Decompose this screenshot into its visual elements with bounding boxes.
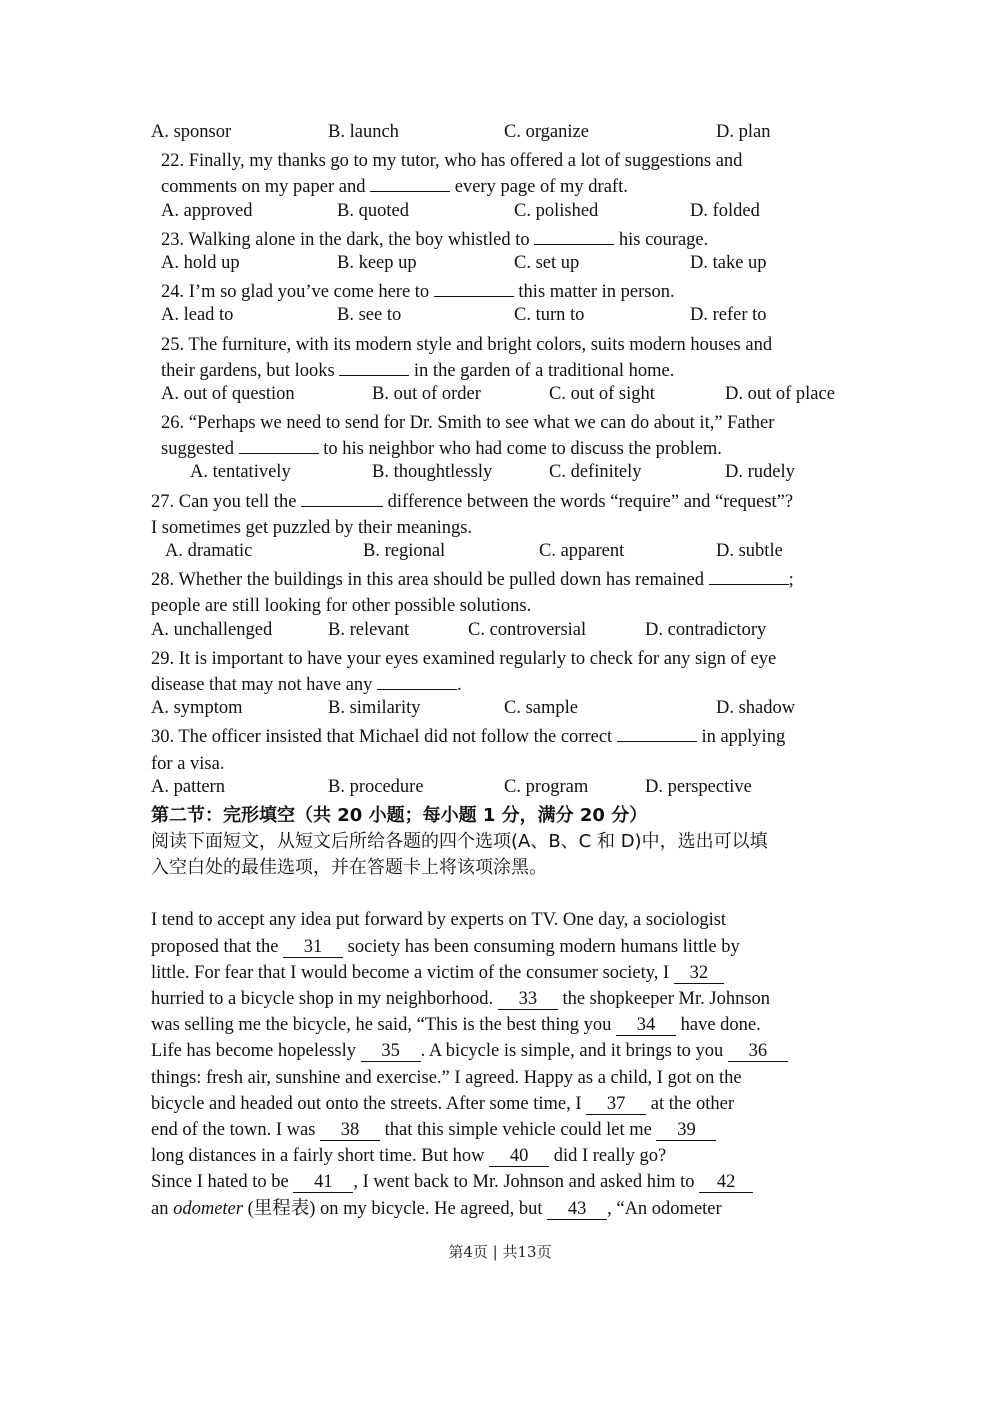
- section-instructions-line1: 阅读下面短文，从短文后所给各题的四个选项(A、B、C 和 D)中，选出可以填: [151, 831, 768, 853]
- q27-line1: 27. Can you tell the difference between the words “require” and “request”?: [151, 491, 794, 512]
- q26-option-b: B. thoughtlessly: [372, 462, 493, 483]
- q28-option-a: A. unchallenged: [151, 619, 273, 640]
- q23-option-b: B. keep up: [337, 252, 417, 273]
- q25-option-b: B. out of order: [372, 383, 481, 404]
- q30-option-b: B. procedure: [328, 776, 424, 797]
- q23-blank: [534, 244, 614, 245]
- q25-line1: 25. The furniture, with its modern style and bright colors, suits modern houses and: [161, 334, 773, 355]
- q24-blank: [434, 296, 514, 297]
- q25-option-d: D. out of place: [725, 383, 835, 404]
- blank-33: 33: [498, 989, 558, 1010]
- section-title: 第二节：完形填空（共 20 小题；每小题 1 分，满分 20 分）: [151, 804, 648, 826]
- q27-option-b: B. regional: [363, 541, 446, 561]
- q28-option-d: D. contradictory: [645, 619, 767, 640]
- passage-line-10: long distances in a fairly short time. But how 40 did I really go?: [151, 1146, 667, 1167]
- q22-option-b: B. quoted: [337, 200, 409, 221]
- q23-line: 23. Walking alone in the dark, the boy whistled to his courage.: [161, 229, 709, 250]
- q29-option-b: B. similarity: [328, 698, 421, 719]
- q25-option-a: A. out of question: [161, 383, 295, 404]
- blank-39: 39: [656, 1120, 716, 1141]
- q28-line2: people are still looking for other possible solutions.: [151, 596, 532, 617]
- q22-option-c: C. polished: [514, 200, 599, 221]
- q21-option-d: D. plan: [716, 122, 771, 142]
- q25-line2: their gardens, but looks in the garden of a traditional home.: [161, 360, 675, 381]
- passage-line-4: hurried to a bicycle shop in my neighborhood. 33 the shopkeeper Mr. Johnson: [151, 989, 771, 1009]
- passage-line-11: Since I hated to be 41 , I went back to Mr. Johnson and asked him to 42: [151, 1169, 851, 1195]
- q30-option-d: D. perspective: [645, 776, 752, 797]
- blank-36: 36: [728, 1041, 788, 1062]
- q23-option-d: D. take up: [690, 252, 767, 273]
- q29-blank: [377, 689, 457, 690]
- q30-blank: [617, 741, 697, 742]
- q21-option-b: B. launch: [328, 122, 399, 142]
- q26-line1: 26. “Perhaps we need to send for Dr. Smith to see what we can do about it,” Father: [161, 413, 775, 434]
- q24-option-d: D. refer to: [690, 305, 767, 326]
- content: [151, 122, 851, 1222]
- q23-option-a: A. hold up: [161, 252, 240, 273]
- q27-options: [151, 541, 851, 567]
- passage-line-1: I tend to accept any idea put forward by experts on TV. One day, a sociologist: [151, 910, 727, 931]
- blank-37: 37: [586, 1094, 646, 1115]
- q26-options: [151, 462, 851, 488]
- q26-line2: suggested to his neighbor who had come to discuss the problem.: [161, 439, 722, 460]
- passage-line-6: Life has become hopelessly 35 . A bicycle is simple, and it brings to you 36: [151, 1038, 851, 1064]
- q30-option-c: C. program: [504, 776, 589, 797]
- q22-line1: 22. Finally, my thanks go to my tutor, who has offered a lot of suggestions and: [161, 151, 743, 172]
- q24-option-b: B. see to: [337, 305, 402, 326]
- q27-option-c: C. apparent: [539, 541, 625, 561]
- blank-43: 43: [547, 1199, 607, 1220]
- q28-option-c: C. controversial: [468, 619, 587, 640]
- q26-option-a: A. tentatively: [190, 462, 291, 483]
- passage-line-5: was selling me the bicycle, he said, “This is the best thing you 34 have done.: [151, 1015, 761, 1036]
- blank-41: 41: [293, 1172, 353, 1193]
- q27-blank: [301, 506, 383, 507]
- passage-line-7: things: fresh air, sunshine and exercise.” I agreed. Happy as a child, I got on the: [151, 1067, 742, 1088]
- passage-line-9: end of the town. I was 38 that this simple vehicle could let me 39: [151, 1117, 851, 1143]
- q29-option-d: D. shadow: [716, 698, 796, 719]
- q25-option-c: C. out of sight: [549, 383, 655, 404]
- passage-line-2: proposed that the 31 society has been consuming modern humans little by: [151, 936, 740, 957]
- q30-line2: for a visa.: [151, 753, 225, 774]
- passage-line-12: an odometer (里程表) on my bicycle. He agreed, but 43 , “An odometer: [151, 1198, 722, 1219]
- q28-option-b: B. relevant: [328, 619, 410, 640]
- blank-31: 31: [283, 937, 343, 958]
- q26-option-d: D. rudely: [725, 462, 795, 483]
- q22-option-d: D. folded: [690, 200, 760, 221]
- passage-line-8: bicycle and headed out onto the streets. After some time, I 37 at the other: [151, 1093, 734, 1114]
- q29-option-a: A. symptom: [151, 698, 243, 719]
- q30-line1: 30. The officer insisted that Michael did not follow the correct in applying: [151, 727, 786, 748]
- q24-option-a: A. lead to: [161, 305, 234, 326]
- q22-blank: [370, 191, 450, 192]
- q30-options: [151, 777, 851, 803]
- q28-blank: [709, 584, 789, 585]
- q22-options: [161, 201, 851, 227]
- q28-line1: 28. Whether the buildings in this area should be pulled down has remained ;: [151, 570, 794, 591]
- q29-option-c: C. sample: [504, 698, 578, 719]
- q29-line2: disease that may not have any .: [151, 674, 462, 695]
- q21-option-c: C. organize: [504, 122, 589, 142]
- q23-options: [161, 253, 851, 279]
- q28-options: [151, 620, 851, 646]
- q27-option-a: A. dramatic: [165, 541, 253, 561]
- odometer-term: odometer: [173, 1198, 243, 1219]
- q21-option-a: A. sponsor: [151, 122, 232, 142]
- passage-line-3: little. For fear that I would become a victim of the consumer society, I 32: [151, 960, 851, 986]
- q21-options: [151, 122, 851, 148]
- q27-option-d: D. subtle: [716, 541, 783, 561]
- q30-option-a: A. pattern: [151, 776, 225, 797]
- q25-blank: [339, 375, 409, 376]
- blank-32: 32: [674, 963, 724, 984]
- q26-option-c: C. definitely: [549, 462, 642, 483]
- blank-40: 40: [489, 1146, 549, 1167]
- q22-line2: comments on my paper and every page of my draft.: [161, 177, 628, 198]
- blank-35: 35: [361, 1041, 421, 1062]
- blank-34: 34: [616, 1015, 676, 1036]
- q27-line2: I sometimes get puzzled by their meanings.: [151, 517, 473, 538]
- q25-options: [161, 384, 851, 410]
- q26-blank: [239, 453, 319, 454]
- q29-options: [151, 698, 851, 724]
- q29-line1: 29. It is important to have your eyes examined regularly to check for any sign of eye: [151, 648, 777, 669]
- q22-option-a: A. approved: [161, 200, 253, 221]
- q24-line: 24. I’m so glad you’ve come here to this matter in person.: [161, 282, 675, 303]
- q24-options: [161, 305, 851, 331]
- section-instructions-line2: 入空白处的最佳选项，并在答题卡上将该项涂黑。: [151, 857, 547, 879]
- q23-option-c: C. set up: [514, 252, 580, 273]
- q24-option-c: C. turn to: [514, 305, 585, 326]
- page-footer: 第4页 | 共13页: [448, 1243, 552, 1261]
- blank-38: 38: [320, 1120, 380, 1141]
- blank-42: 42: [699, 1172, 753, 1193]
